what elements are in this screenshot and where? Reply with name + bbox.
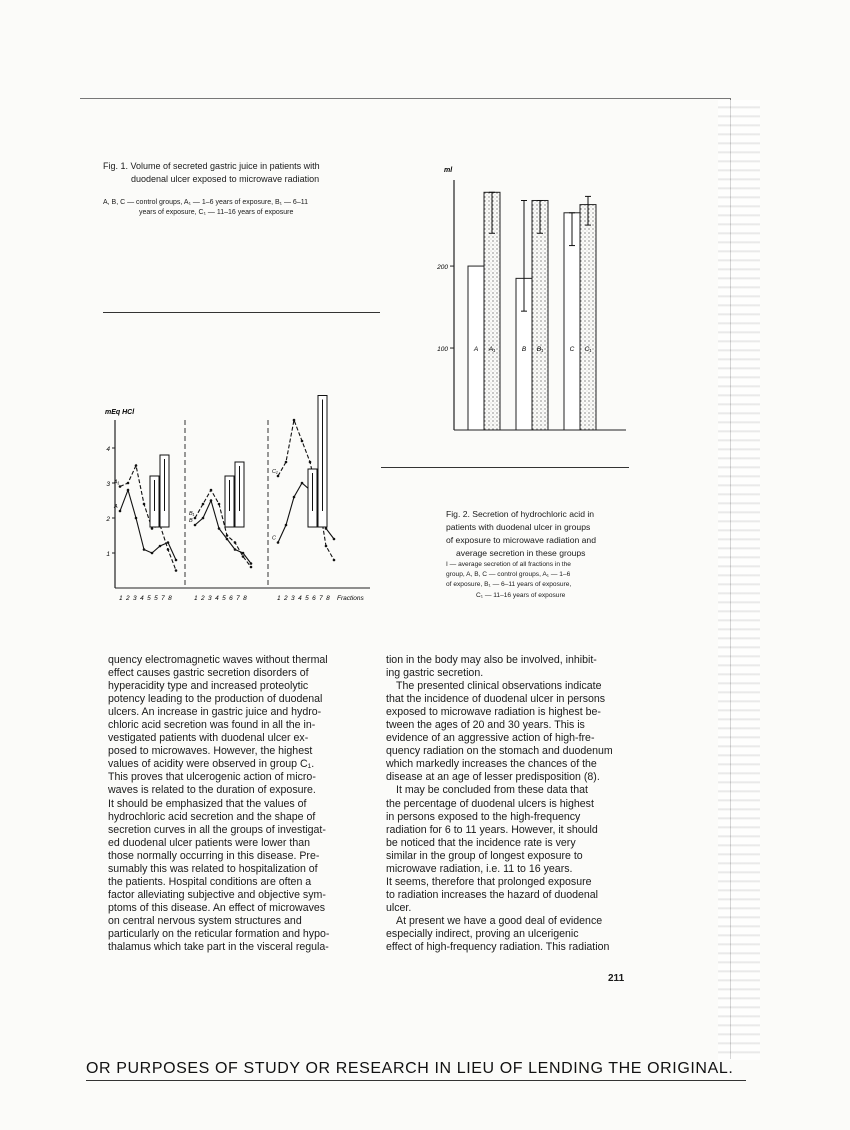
bar-label: A	[473, 346, 479, 354]
y-axis-label: mEq HCl	[105, 409, 135, 416]
data-point	[226, 538, 229, 541]
data-point	[226, 534, 229, 537]
data-point	[325, 527, 328, 530]
y-tick-label: 4	[106, 446, 110, 453]
fig2-legend-line: C₁ — 11–16 years of exposure	[476, 591, 566, 599]
data-point	[143, 503, 146, 506]
y-tick-label: 100	[437, 346, 448, 354]
text-line: in persons exposed to the high-frequency	[386, 810, 581, 823]
text-line: microwave radiation, i.e. 11 to 16 years.	[386, 862, 573, 875]
text-line: factor alleviating subjective and objective sym-	[108, 888, 326, 901]
data-point	[151, 527, 154, 530]
fig1-legend-line: years of exposure, C₁ — 11–16 years of exposure	[139, 209, 294, 216]
bar-label: B	[521, 346, 527, 354]
text-line: It should be emphasized that the values of	[108, 797, 307, 810]
y-tick-label: 2	[106, 516, 110, 523]
data-point	[159, 545, 162, 548]
text-line: chloric acid secretion was found in all the in-	[108, 719, 316, 732]
data-point	[234, 548, 237, 551]
data-point	[285, 461, 288, 464]
data-point	[135, 464, 138, 467]
text-line: to radiation increases the hazard of duodenal	[386, 888, 599, 901]
bar	[532, 200, 548, 430]
text-line: posed to microwaves. However, the highest	[108, 745, 313, 758]
x-tick-labels: 1 2 3 4 5 5 7 8	[119, 595, 173, 602]
data-point	[175, 569, 178, 572]
data-point	[325, 545, 328, 548]
data-point	[167, 548, 170, 551]
data-point	[194, 524, 197, 527]
fig2-rule	[381, 467, 629, 468]
fig2-caption	[446, 508, 596, 560]
fig2-line-chart	[100, 370, 390, 610]
text-line: that the incidence of duodenal ulcer in persons	[386, 693, 606, 706]
bar-label: B₁	[536, 346, 544, 354]
data-point	[210, 499, 213, 502]
text-line: ing gastric secretion.	[386, 667, 484, 680]
text-line: This proves that ulcerogenic action of micro-	[108, 771, 316, 784]
y-tick-label: 3	[106, 481, 110, 488]
y-tick-label: 1	[106, 551, 110, 558]
data-point	[250, 562, 253, 565]
text-line: tion in the body may also be involved, inhibit-	[386, 654, 597, 666]
text-line: It may be concluded from these data that	[396, 784, 588, 797]
data-point	[119, 510, 122, 513]
fig1-legend-line: A, B, C — control groups, A₁ — 1–6 years of exposure, B₁ — 6–11	[103, 199, 308, 206]
fig1-caption	[103, 160, 320, 186]
text-line: tween the ages of 20 and 30 years. This is	[386, 719, 585, 732]
data-point	[285, 524, 288, 527]
text-line: which markedly increases the chances of the	[386, 758, 597, 771]
data-point	[167, 541, 170, 544]
data-point	[119, 485, 122, 488]
data-point	[143, 548, 146, 551]
text-line: effect of high-frequency radiation. This radiation	[386, 941, 610, 954]
fig1-caption-line: Fig. 1. Volume of secreted gastric juice in patients with	[103, 161, 320, 171]
text-line: similar in the group of longest exposure to	[386, 849, 583, 862]
data-point	[218, 503, 221, 506]
x-tick-labels: 1 2 3 4 5 6 7 8	[194, 595, 248, 602]
fig1-caption-line: duodenal ulcer exposed to microwave radiation	[131, 174, 320, 184]
data-point	[202, 517, 205, 520]
fig1-legend	[103, 198, 308, 218]
data-point	[333, 559, 336, 562]
data-point	[250, 566, 253, 569]
text-line: those normally occurring in this disease. Pre-	[108, 849, 320, 862]
bar-label: A₁	[488, 346, 496, 354]
fig2-caption-line: Fig. 2. Secretion of hydrochloric acid in	[446, 509, 595, 519]
bar-label: C	[569, 346, 575, 354]
text-line: particularly on the reticular formation and hypo-	[108, 927, 330, 940]
text-line: hydrochloric acid secretion and the shape of	[108, 810, 316, 823]
text-line: potency leading to the production of duodenal	[108, 693, 323, 706]
bar	[580, 205, 596, 430]
text-line: It seems, therefore that prolonged exposure	[386, 875, 592, 888]
data-point	[135, 517, 138, 520]
text-line: values of acidity were observed in group C₁.	[108, 758, 315, 771]
data-point	[277, 541, 280, 544]
fig2-legend-line: I — average secretion of all fractions in the	[446, 561, 571, 568]
data-point	[127, 482, 130, 485]
x-axis-label: Fractions	[337, 595, 364, 602]
data-point	[309, 461, 312, 464]
text-line: thalamus which take part in the visceral regula-	[108, 941, 329, 954]
x-tick-labels: 1 2 3 4 5 6 7 8	[277, 595, 331, 602]
footer-rule	[86, 1080, 746, 1081]
text-line: exposed to microwave radiation is highest be-	[386, 706, 601, 719]
data-point	[175, 559, 178, 562]
text-line: At present we have a good deal of evidence	[396, 914, 603, 927]
text-line: quency electromagnetic waves without thermal	[108, 654, 328, 666]
text-line: radiation for 6 to 11 years. However, it should	[386, 823, 598, 836]
data-point	[277, 475, 280, 478]
series-label: A₁	[114, 479, 120, 486]
fig2-caption-line: of exposure to microwave radiation and	[446, 535, 596, 545]
text-line: ed duodenal ulcer patients were lower than	[108, 836, 311, 849]
data-point	[218, 527, 221, 530]
y-axis-label: ml	[444, 167, 453, 174]
fig1-rule	[103, 312, 380, 313]
data-point	[301, 482, 304, 485]
fig2-legend	[446, 560, 571, 601]
text-line: hyperacidity type and increased proteolytic	[108, 680, 309, 693]
text-line: evidence of an aggressive action of high-fre-	[386, 732, 595, 745]
y-tick-label: 200	[437, 264, 448, 272]
data-point	[293, 419, 296, 422]
fig2-legend-line: group, A, B, C — control groups, A₁ — 1–6	[446, 571, 571, 579]
text-line: The presented clinical observations indicate	[396, 680, 602, 693]
fig2-caption-line: patients with duodenal ulcer in groups	[446, 522, 591, 532]
data-point	[194, 517, 197, 520]
text-line: the percentage of duodenal ulcers is highest	[386, 797, 594, 810]
text-line: disease at an age of lesser predisposition (8).	[386, 771, 600, 784]
left-text-column	[108, 654, 356, 954]
text-line: effect causes gastric secretion disorders of	[108, 667, 309, 680]
data-point	[127, 489, 130, 492]
bar-label: C₁	[584, 346, 592, 354]
text-line: ulcer.	[386, 901, 412, 914]
page-number: 211	[608, 973, 625, 984]
series-label: C₁	[272, 469, 278, 475]
text-line: quency radiation on the stomach and duodenum	[386, 745, 613, 758]
text-line: be noticed that the incidence rate is very	[386, 836, 576, 849]
copyright-footer: OR PURPOSES OF STUDY OR RESEARCH IN LIEU OF LENDING THE ORIGINAL.	[86, 1060, 734, 1077]
data-point	[202, 503, 205, 506]
data-point	[242, 555, 245, 558]
series-label: B	[189, 518, 193, 524]
text-line: vestigated patients with duodenal ulcer ex-	[108, 732, 309, 745]
data-point	[333, 538, 336, 541]
text-line: ulcers. An increase in gastric juice and hydro-	[108, 706, 322, 719]
data-point	[151, 552, 154, 555]
text-line: secretion curves in all the groups of investigat-	[108, 823, 326, 836]
data-point	[293, 496, 296, 499]
scan-edge-shadow	[718, 100, 760, 1060]
fig2-legend-line: of exposure, B₁ — 6–11 years of exposure,	[446, 581, 572, 589]
text-line: especially indirect, proving an ulcerigenic	[386, 927, 579, 940]
data-point	[301, 440, 304, 443]
data-point	[234, 541, 237, 544]
text-line: waves is related to the duration of exposure.	[108, 784, 316, 797]
series-label: B₁	[189, 511, 195, 517]
text-line: on central nervous system structures and	[108, 914, 302, 927]
fig1-bar-chart	[420, 160, 640, 440]
data-point	[210, 489, 213, 492]
right-text-column	[386, 654, 635, 954]
fig2-caption-line: average secretion in these groups	[456, 548, 586, 558]
series-label: C	[272, 535, 276, 542]
series-label: A	[114, 504, 118, 510]
text-line: sumably this was related to hospitalization of	[108, 862, 318, 875]
text-line: ptoms of this disease. An effect of microwaves	[108, 901, 326, 914]
text-line: the patients. Hospital conditions are often a	[108, 875, 312, 888]
